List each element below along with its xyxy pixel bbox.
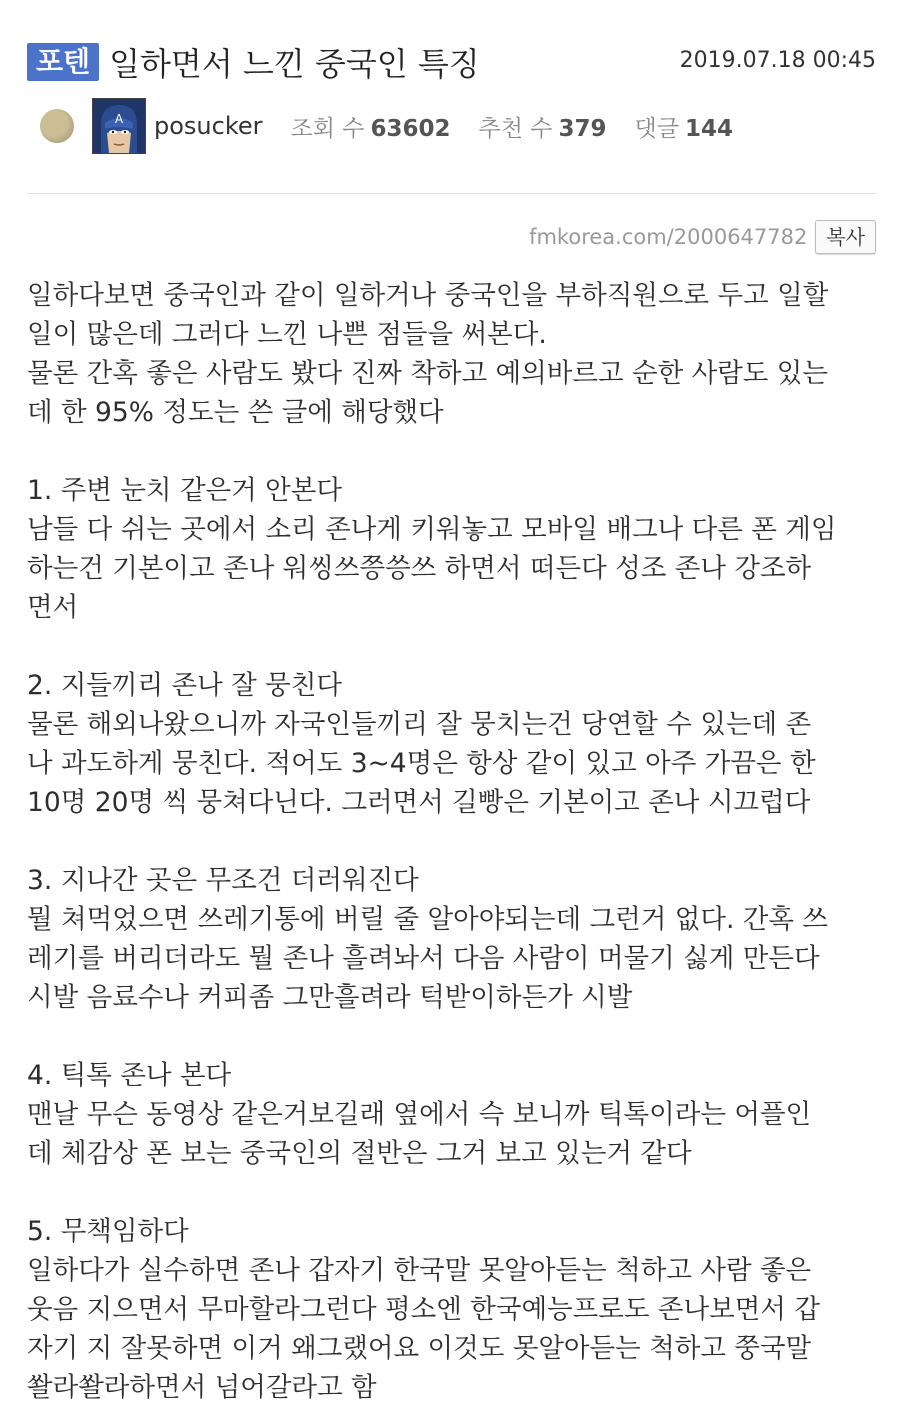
- header-divider: [27, 193, 876, 194]
- body-line: 3. 지나간 곳은 무조건 더러워진다: [27, 865, 419, 896]
- board-badge[interactable]: 포텐: [27, 43, 99, 81]
- body-line: 웃음 지으면서 무마할라그런다 평소엔 한국예능프로도 존나보면서 갑: [27, 1294, 820, 1325]
- paragraph-gap: [27, 822, 876, 861]
- comments-value: 144: [684, 115, 733, 142]
- copy-url-button[interactable]: 복사: [815, 220, 876, 254]
- post-date: 2019.07.18 00:45: [679, 48, 876, 73]
- captain-america-avatar-icon[interactable]: [92, 98, 146, 154]
- body-line: 면서: [27, 592, 79, 623]
- post-title: 일하면서 느낀 중국인 특징: [109, 45, 480, 83]
- body-line: 10명 20명 씩 뭉쳐다닌다. 그러면서 길빵은 기본이고 존나 시끄럽다: [27, 787, 811, 818]
- body-line: 일하다가 실수하면 존나 갑자기 한국말 못알아듣는 척하고 사람 좋은: [27, 1255, 812, 1286]
- body-line: 2. 지들끼리 존나 잘 뭉친다: [27, 670, 342, 701]
- svg-text:A: A: [114, 112, 124, 126]
- body-line: 데 한 95% 정도는 쓴 글에 해당했다: [27, 397, 444, 428]
- body-line: 자기 지 잘못하면 이거 왜그랬어요 이것도 못알아듣는 척하고 쭝국말: [27, 1333, 812, 1364]
- views-value: 63602: [370, 115, 451, 142]
- body-line: 나 과도하게 뭉친다. 적어도 3~4명은 항상 같이 있고 아주 가끔은 한: [27, 748, 816, 779]
- comments-label: 댓글: [634, 115, 679, 142]
- recommend-label: 추천 수: [478, 115, 553, 142]
- body-line: 데 체감상 폰 보는 중국인의 절반은 그거 보고 있는거 같다: [27, 1138, 692, 1169]
- post-header: [27, 40, 876, 84]
- paragraph-gap: [27, 627, 876, 666]
- body-line: 남들 다 쉬는 곳에서 소리 존나게 키워놓고 모바일 배그나 다른 폰 게임: [27, 514, 837, 545]
- body-line: 5. 무책임하다: [27, 1216, 189, 1247]
- post-url-row: [529, 219, 876, 255]
- body-line: 뭘 쳐먹었으면 쓰레기통에 버릴 줄 알아야되는데 그런거 없다. 간혹 쓰: [27, 904, 829, 935]
- level-circle-icon: [40, 109, 74, 143]
- body-line: 하는건 기본이고 존나 워씽쓰쯩씅쓰 하면서 떠든다 성조 존나 강조하: [27, 553, 812, 584]
- body-line: 시발 음료수나 커피좀 그만흘려라 턱받이하든가 시발: [27, 982, 633, 1013]
- body-line: 쏼라쏼라하면서 넘어갈라고 함: [27, 1372, 377, 1403]
- recommend-stat: [479, 110, 607, 143]
- body-line: 일이 많은데 그러다 느낀 나쁜 점들을 써본다.: [27, 319, 547, 350]
- body-line: 일하다보면 중국인과 같이 일하거나 중국인을 부하직원으로 두고 일할: [27, 280, 829, 311]
- body-line: 맨날 무슨 동영상 같은거보길래 옆에서 슥 보니까 틱톡이라는 어플인: [27, 1099, 812, 1130]
- views-label: 조회 수: [290, 115, 365, 142]
- paragraph-gap: [27, 432, 876, 471]
- comments-stat[interactable]: [635, 110, 733, 143]
- body-line: 1. 주변 눈치 같은거 안본다: [27, 475, 342, 506]
- body-line: 레기를 버리더라도 뭘 존나 흘려놔서 다음 사람이 머물기 싫게 만든다: [27, 943, 820, 974]
- author-name[interactable]: posucker: [154, 112, 263, 140]
- body-line: 물론 해외나왔으니까 자국인들끼리 잘 뭉치는건 당연할 수 있는데 존: [27, 709, 812, 740]
- post-body: [27, 276, 876, 1407]
- paragraph-gap: [27, 1017, 876, 1056]
- recommend-value: 379: [558, 115, 607, 142]
- paragraph-gap: [27, 1173, 876, 1212]
- body-line: 4. 틱톡 존나 본다: [27, 1060, 232, 1091]
- post-meta: [40, 98, 733, 154]
- views-stat: [291, 110, 451, 143]
- body-line: 물론 간혹 좋은 사람도 봤다 진짜 착하고 예의바르고 순한 사람도 있는: [27, 358, 829, 389]
- post-url[interactable]: fmkorea.com/2000647782: [529, 225, 808, 249]
